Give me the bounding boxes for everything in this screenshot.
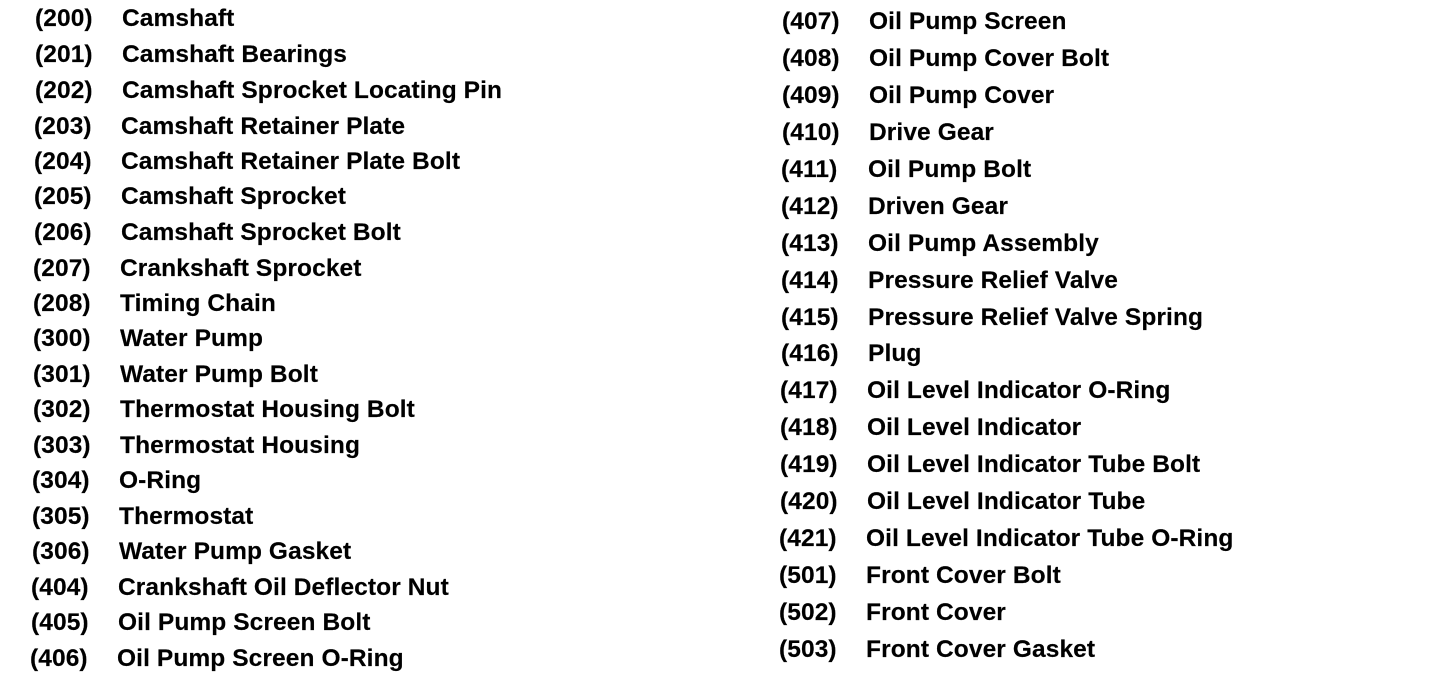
part-number: (201) xyxy=(35,41,93,68)
legend-item xyxy=(781,337,921,371)
part-number: (420) xyxy=(780,488,838,515)
legend-item xyxy=(782,79,1054,113)
part-number: (416) xyxy=(781,340,839,367)
part-name: Camshaft Retainer Plate xyxy=(121,113,406,140)
part-number: (501) xyxy=(779,562,837,589)
part-number: (303) xyxy=(33,432,91,459)
part-name: Oil Pump Screen O-Ring xyxy=(117,645,404,672)
part-name: Oil Pump Cover xyxy=(869,82,1055,109)
part-number: (205) xyxy=(34,183,92,210)
part-name: Thermostat xyxy=(119,503,254,530)
legend-item xyxy=(32,464,201,498)
legend-item xyxy=(779,522,1233,556)
legend-item xyxy=(32,535,351,569)
legend-item xyxy=(33,429,360,463)
part-number: (200) xyxy=(35,5,93,32)
part-name: Driven Gear xyxy=(868,193,1009,220)
part-name: Oil Pump Screen Bolt xyxy=(118,609,371,636)
part-number: (415) xyxy=(781,304,839,331)
part-number: (405) xyxy=(31,609,89,636)
part-name: Thermostat Housing Bolt xyxy=(120,396,415,423)
part-name: Crankshaft Oil Deflector Nut xyxy=(118,574,449,601)
legend-item xyxy=(781,301,1203,335)
part-number: (421) xyxy=(779,525,837,552)
part-number: (414) xyxy=(781,267,839,294)
legend-item xyxy=(779,596,1006,630)
legend-item xyxy=(779,633,1095,667)
part-number: (301) xyxy=(33,361,91,388)
legend-item xyxy=(33,252,362,286)
legend-item xyxy=(35,74,502,108)
legend-item xyxy=(33,358,318,392)
part-name: Camshaft Sprocket Locating Pin xyxy=(122,77,503,104)
legend-item xyxy=(35,38,347,72)
legend-item xyxy=(34,180,346,214)
part-name: Plug xyxy=(868,340,922,367)
part-number: (302) xyxy=(33,396,91,423)
part-name: Front Cover Gasket xyxy=(866,636,1096,663)
legend-item xyxy=(780,485,1145,519)
part-number: (206) xyxy=(34,219,92,246)
part-name: Oil Pump Bolt xyxy=(868,156,1032,183)
part-number: (306) xyxy=(32,538,90,565)
part-number: (406) xyxy=(30,645,88,672)
part-name: Water Pump Gasket xyxy=(119,538,352,565)
part-name: Timing Chain xyxy=(120,290,276,317)
part-number: (202) xyxy=(35,77,93,104)
part-name: Camshaft Retainer Plate Bolt xyxy=(121,148,461,175)
legend-item xyxy=(31,606,371,640)
part-number: (409) xyxy=(782,82,840,109)
part-number: (203) xyxy=(34,113,92,140)
part-name: Front Cover xyxy=(866,599,1006,626)
legend-item xyxy=(779,559,1061,593)
part-number: (417) xyxy=(780,377,838,404)
part-number: (204) xyxy=(34,148,92,175)
part-name: Pressure Relief Valve xyxy=(868,267,1118,294)
part-number: (408) xyxy=(782,45,840,72)
legend-item xyxy=(31,571,449,605)
legend-item xyxy=(781,153,1031,187)
part-number: (410) xyxy=(782,119,840,146)
part-number: (413) xyxy=(781,230,839,257)
legend-item xyxy=(781,227,1099,261)
part-number: (404) xyxy=(31,574,89,601)
part-name: Oil Pump Cover Bolt xyxy=(869,45,1110,72)
part-name: Oil Level Indicator O-Ring xyxy=(867,377,1171,404)
legend-item xyxy=(30,642,404,676)
legend-item xyxy=(33,322,263,356)
part-number: (207) xyxy=(33,255,91,282)
part-number: (305) xyxy=(32,503,90,530)
legend-item xyxy=(780,448,1200,482)
part-name: Oil Pump Assembly xyxy=(868,230,1099,257)
legend-item xyxy=(781,264,1118,298)
part-number: (304) xyxy=(32,467,90,494)
part-number: (418) xyxy=(780,414,838,441)
part-name: Pressure Relief Valve Spring xyxy=(868,304,1204,331)
part-name: O-Ring xyxy=(119,467,202,494)
legend-item xyxy=(781,190,1008,224)
part-number: (502) xyxy=(779,599,837,626)
legend-item xyxy=(780,411,1081,445)
legend-item xyxy=(34,216,401,250)
part-name: Water Pump xyxy=(120,325,264,352)
part-name: Drive Gear xyxy=(869,119,994,146)
part-name: Camshaft Bearings xyxy=(122,41,347,68)
legend-item xyxy=(34,145,460,179)
part-name: Oil Level Indicator Tube xyxy=(867,488,1146,515)
legend-item xyxy=(782,5,1067,39)
part-number: (412) xyxy=(781,193,839,220)
part-name: Front Cover Bolt xyxy=(866,562,1061,589)
legend-item xyxy=(33,393,415,427)
part-name: Water Pump Bolt xyxy=(120,361,318,388)
legend-item xyxy=(780,374,1170,408)
part-name: Oil Level Indicator Tube Bolt xyxy=(867,451,1201,478)
part-number: (419) xyxy=(780,451,838,478)
part-number: (300) xyxy=(33,325,91,352)
legend-item xyxy=(782,42,1109,76)
part-name: Camshaft Sprocket xyxy=(121,183,346,210)
legend-item xyxy=(32,500,253,534)
legend-item xyxy=(34,110,405,144)
legend-item xyxy=(782,116,994,150)
part-number: (208) xyxy=(33,290,91,317)
part-name: Oil Pump Screen xyxy=(869,8,1067,35)
part-name: Oil Level Indicator xyxy=(867,414,1082,441)
part-name: Oil Level Indicator Tube O-Ring xyxy=(866,525,1234,552)
part-number: (407) xyxy=(782,8,840,35)
part-name: Camshaft Sprocket Bolt xyxy=(121,219,401,246)
part-name: Thermostat Housing xyxy=(120,432,361,459)
part-number: (503) xyxy=(779,636,837,663)
part-number: (411) xyxy=(781,156,838,183)
part-name: Crankshaft Sprocket xyxy=(120,255,362,282)
part-name: Camshaft xyxy=(122,5,235,32)
legend-item xyxy=(35,2,234,36)
legend-item xyxy=(33,287,276,321)
